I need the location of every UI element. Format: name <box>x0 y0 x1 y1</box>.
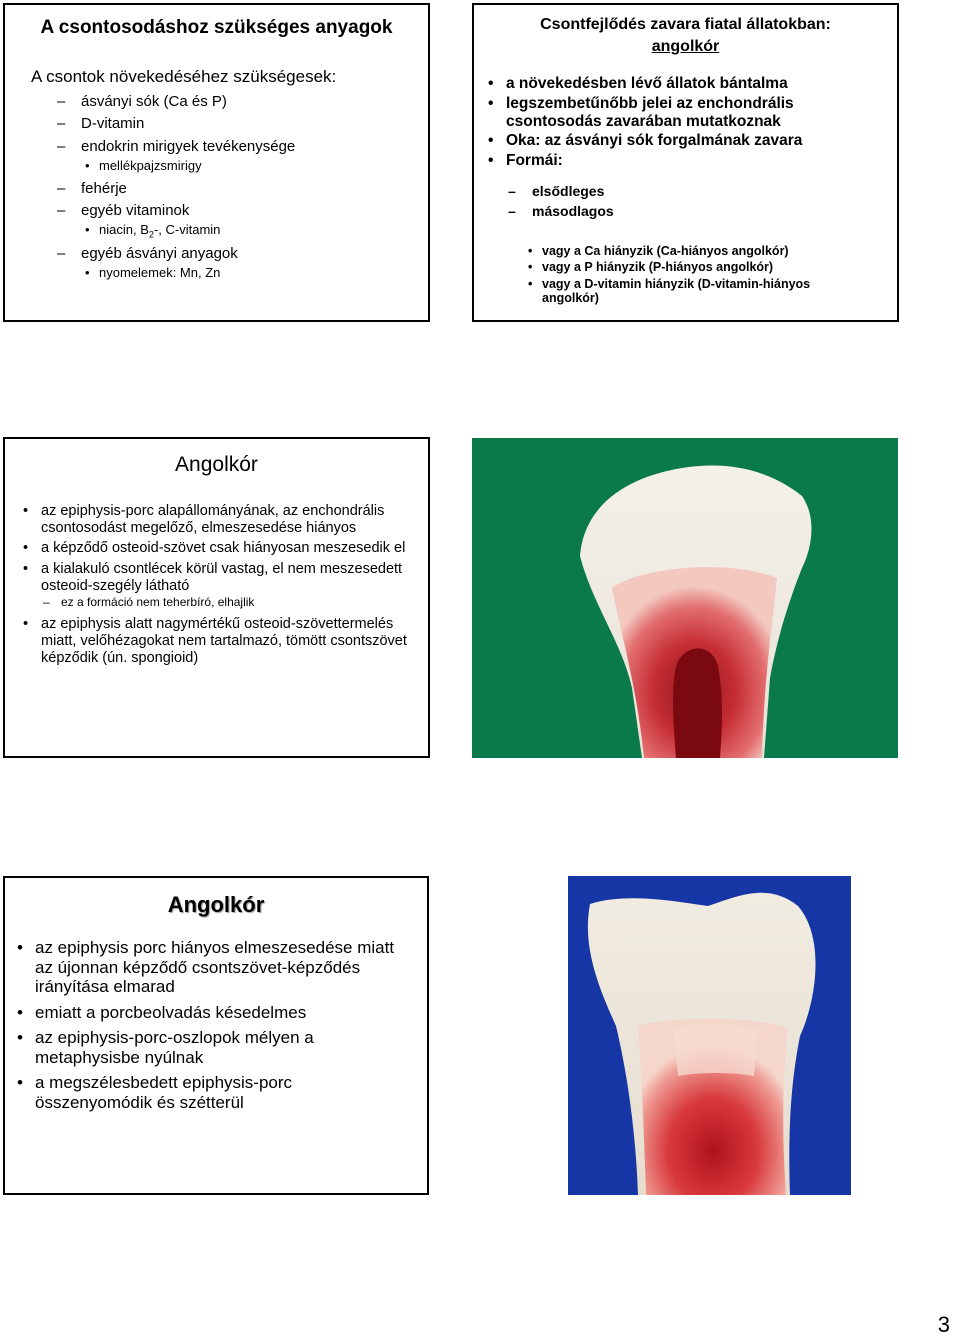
list-item: – ásványi sók (Ca és P) <box>35 93 295 110</box>
list-item: – D-vitamin <box>35 115 295 132</box>
slide-2-subitems <box>478 244 867 306</box>
list-item: • vagy a P hiányzik (P-hiányos angolkór) <box>478 260 867 274</box>
bone-section-photo-1 <box>472 438 898 758</box>
list-item: • az epiphysis-porc alapállományának, az enchondrális csontosodást megelőző, elmeszesedése hiányos <box>21 503 412 536</box>
page-number: 3 <box>937 1312 950 1337</box>
list-item: • a megszélesbedett epiphysis-porc összenyomódik és szétterül <box>15 1073 409 1112</box>
list-item: • a képződő osteoid-szövet csak hiányosan meszesedik el <box>21 540 412 557</box>
list-item: • Oka: az ásványi sók forgalmának zavara <box>486 132 883 150</box>
slide-4-title: Angolkór <box>167 892 265 917</box>
list-item: • vagy a Ca hiányzik (Ca-hiányos angolkór) <box>478 244 867 258</box>
slide-1-list <box>35 93 295 281</box>
bone-illustration-icon <box>568 876 851 1195</box>
slide-4-list <box>15 938 409 1112</box>
slide-1-title: A csontosodáshoz szükséges anyagok <box>40 17 393 38</box>
list-item: • vagy a D-vitamin hiányzik (D-vitamin-hiányos angolkór) <box>478 277 867 306</box>
list-item: • a kialakuló csontlécek körül vastag, el nem meszesedett osteoid-szegély látható <box>21 561 412 594</box>
list-item: • az epiphysis porc hiányos elmeszesedése miatt az újonnan képződő csontszövet-képződés irányítása elmarad <box>15 938 409 997</box>
slide-3 <box>3 437 430 758</box>
slide-2-title: Csontfejlődés zavara fiatal állatokban: <box>540 16 831 33</box>
list-item: – egyéb vitaminok <box>35 202 295 219</box>
list-item: – endokrin mirigyek tevékenysége <box>35 138 295 155</box>
slide-2-forms <box>486 183 614 219</box>
cavity-shape <box>673 648 722 758</box>
list-item <box>35 223 295 240</box>
slide-1-heading: A csontok növekedéséhez szükségesek: <box>31 67 337 86</box>
slide-3-title: Angolkór <box>175 453 258 476</box>
list-item-sub: 2 <box>148 229 154 240</box>
bone-illustration-icon <box>472 438 898 758</box>
list-item: – egyéb ásványi anyagok <box>35 245 295 262</box>
list-item: • emiatt a porcbeolvadás késedelmes <box>15 1003 409 1023</box>
slide-2-list <box>486 75 883 170</box>
list-item: – ez a formáció nem teherbíró, elhajlik <box>21 596 412 610</box>
list-item: – másodlagos <box>486 203 614 219</box>
list-item: • nyomelemek: Mn, Zn <box>35 266 295 281</box>
cartilage-column-zone <box>673 1024 758 1076</box>
list-item: – elsődleges <box>486 183 614 199</box>
list-item-text: -, C-vitamin <box>153 222 221 238</box>
slide-2-subtitle: angolkór <box>651 38 720 55</box>
slide-3-list <box>21 503 412 666</box>
list-item-text: niacin, B <box>99 222 149 238</box>
slide-2 <box>472 3 899 322</box>
list-item: • mellékpajzsmirigy <box>35 159 295 174</box>
slide-4 <box>3 876 429 1195</box>
list-item: • Formái: <box>486 152 883 170</box>
list-item: • az epiphysis alatt nagymértékű osteoid-szövettermelés miatt, velőhézagokat nem tartalmazó, tömött csontszövet képződik (ún. spongioid) <box>21 616 412 666</box>
list-item: • az epiphysis-porc-oszlopok mélyen a metaphysisbe nyúlnak <box>15 1028 409 1067</box>
list-item: – fehérje <box>35 180 295 197</box>
bone-section-photo-2 <box>568 876 851 1195</box>
list-item: • legszembetűnőbb jelei az enchondrális csontosodás zavarában mutatkoznak <box>486 95 883 131</box>
list-item: • a növekedésben lévő állatok bántalma <box>486 75 883 93</box>
slide-1 <box>3 3 430 322</box>
